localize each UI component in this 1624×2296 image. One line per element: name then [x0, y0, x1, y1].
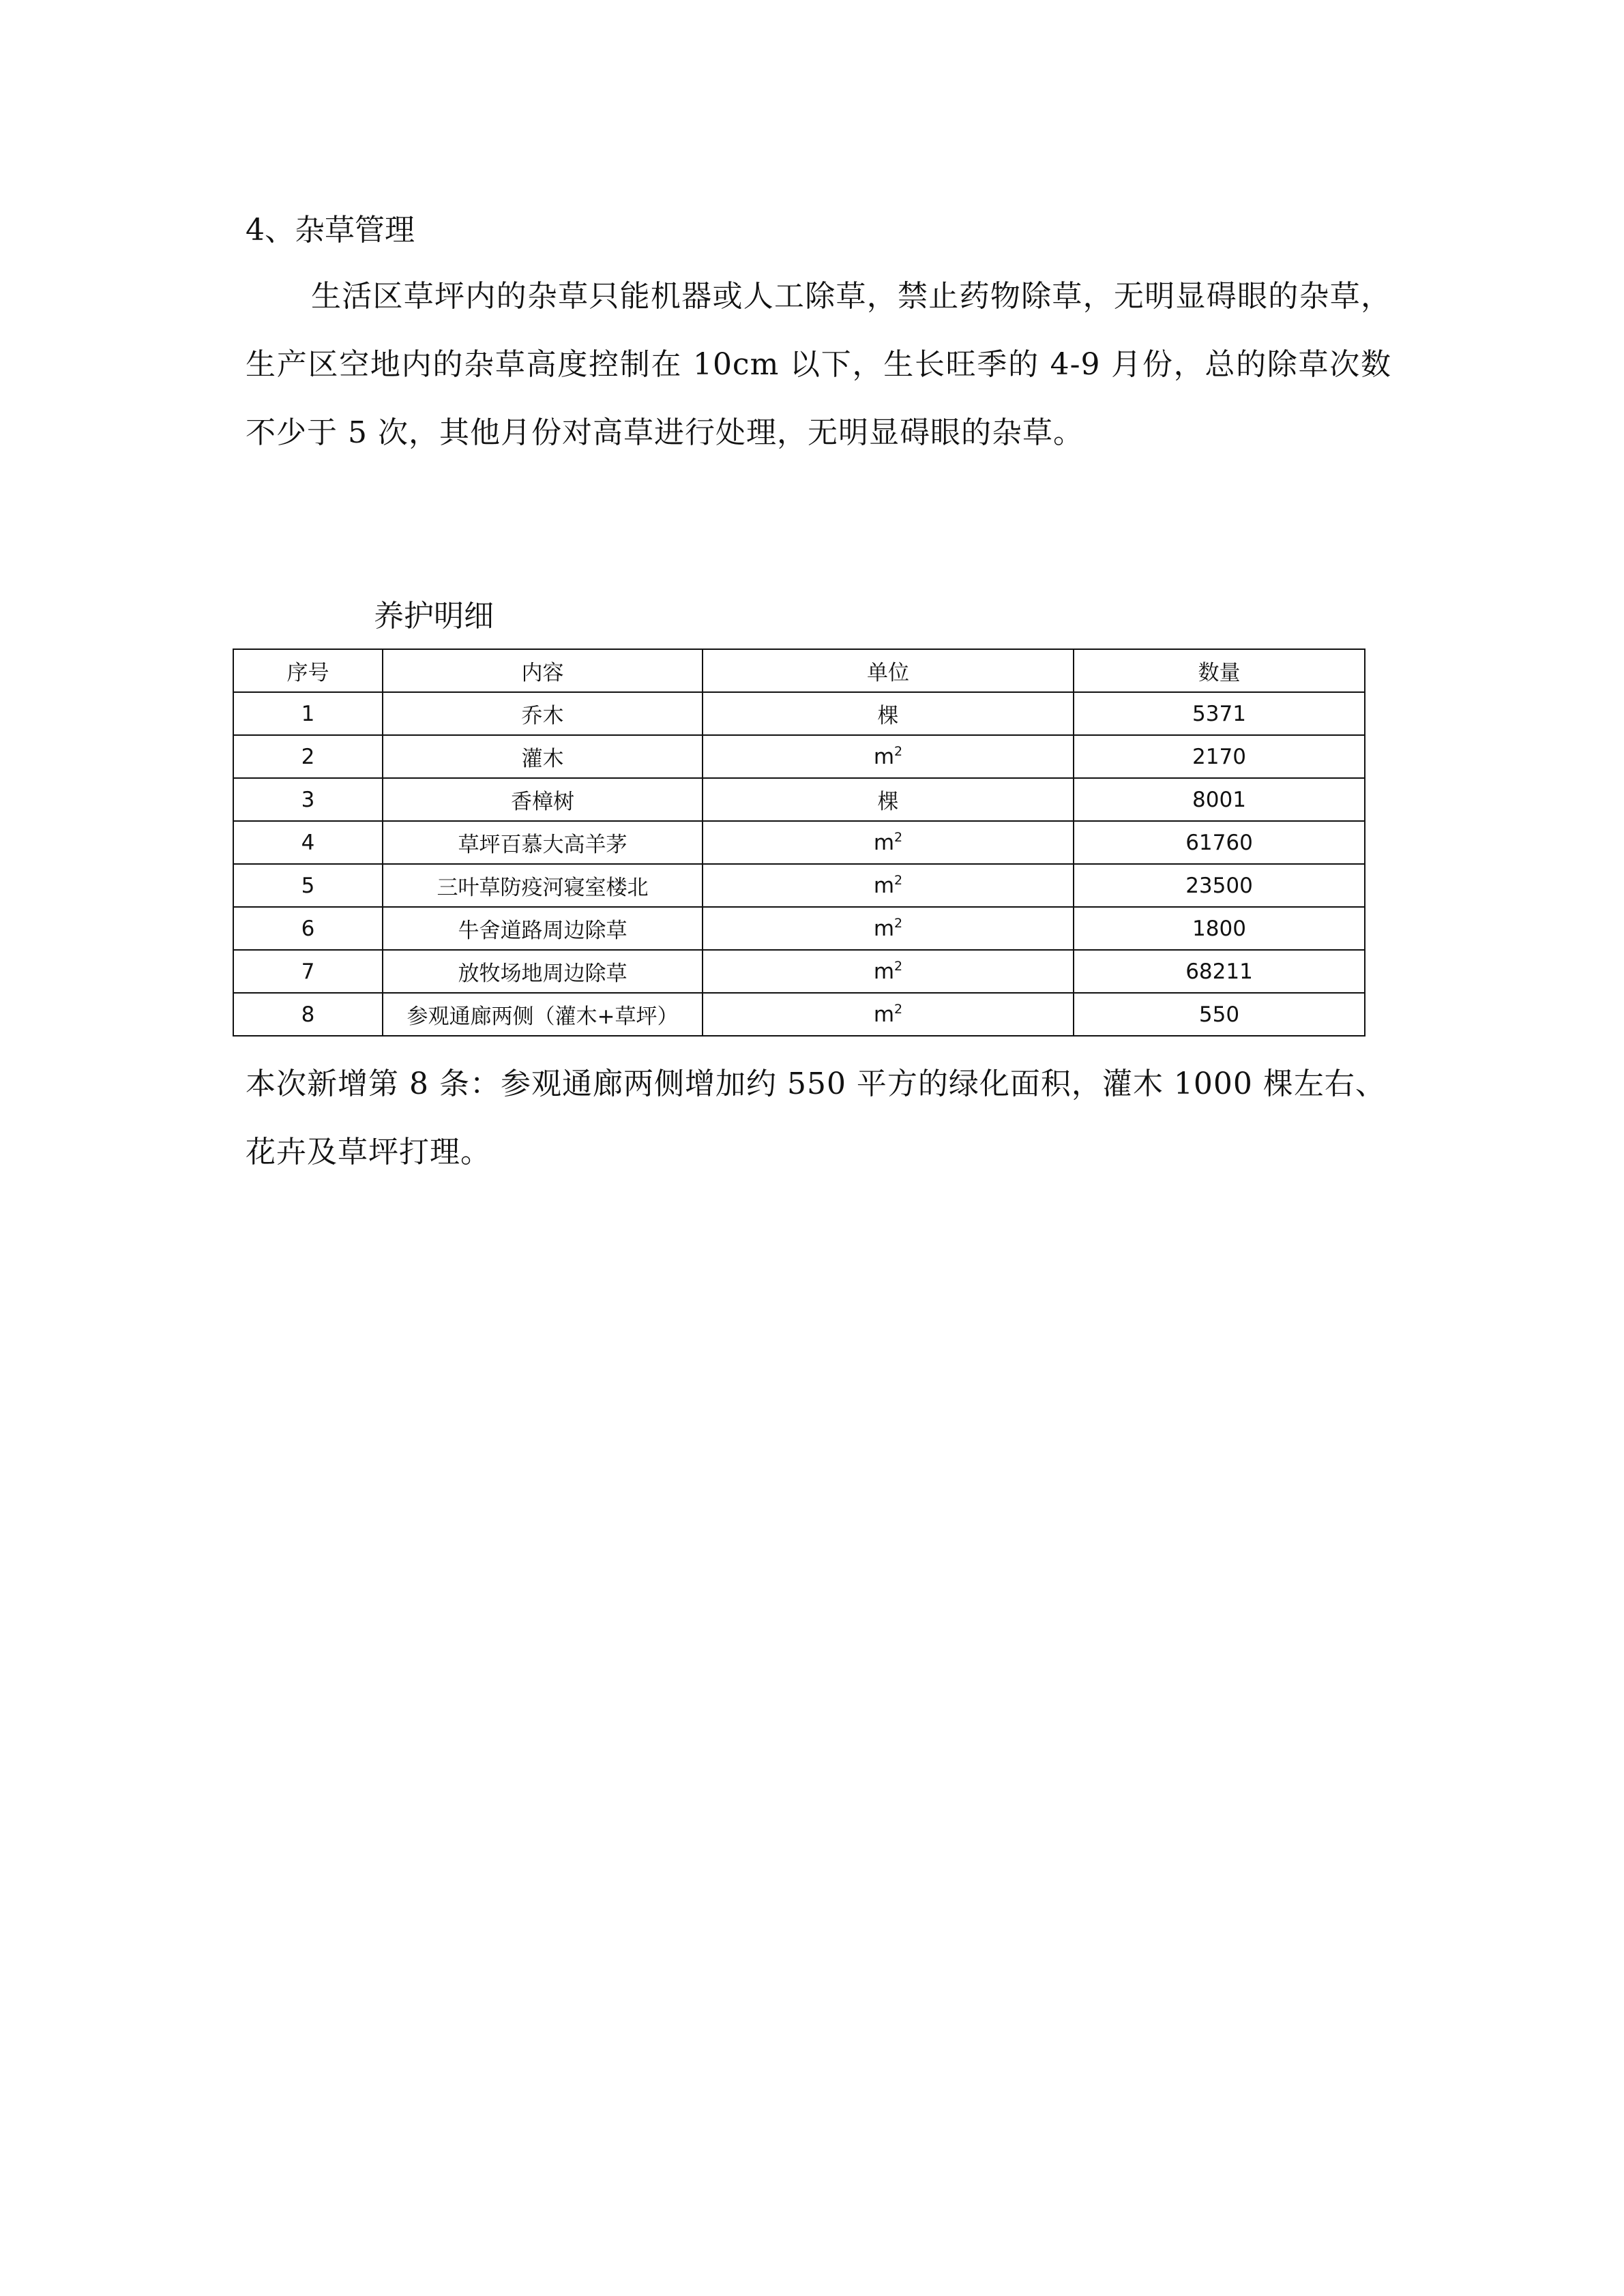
cell-unit: [703, 778, 1074, 821]
unit-text: m: [873, 916, 895, 941]
table-row: [233, 778, 1365, 821]
cell-content: 三叶草防疫河寝室楼北: [383, 864, 703, 907]
table-row: [233, 864, 1365, 907]
cell-content: 灌木: [383, 735, 703, 778]
cell-index: 7: [233, 950, 383, 993]
cell-index: 5: [233, 864, 383, 907]
table-row: [233, 993, 1365, 1036]
unit-text: m: [873, 744, 895, 769]
table-header-row: [233, 649, 1365, 692]
cell-quantity: 8001: [1074, 778, 1365, 821]
unit-text: m: [873, 873, 895, 898]
unit-text: 棵: [877, 790, 899, 814]
header-content: 内容: [383, 649, 703, 692]
header-quantity: 数量: [1074, 649, 1365, 692]
cell-content: 放牧场地周边除草: [383, 950, 703, 993]
unit-superscript: 2: [894, 829, 903, 845]
new-item-note: 本次新增第 8 条：参观通廊两侧增加约 550 平方的绿化面积，灌木 1000 棵左右、花卉及草坪打理。: [246, 1067, 1386, 1169]
cell-index: 6: [233, 907, 383, 950]
cell-unit: [703, 907, 1074, 950]
unit-superscript: 2: [894, 1001, 903, 1017]
cell-unit: [703, 735, 1074, 778]
cell-index: 1: [233, 692, 383, 735]
cell-index: 8: [233, 993, 383, 1036]
unit-text: 棵: [877, 704, 899, 728]
cell-content: 参观通廊两侧（灌木+草坪）: [383, 993, 703, 1036]
unit-text: m: [873, 830, 895, 855]
cell-index: 3: [233, 778, 383, 821]
cell-quantity: 61760: [1074, 821, 1365, 864]
cell-content: 牛舍道路周边除草: [383, 907, 703, 950]
cell-unit: [703, 821, 1074, 864]
table-caption: 养护明细: [374, 599, 494, 633]
header-unit: 单位: [703, 649, 1074, 692]
unit-superscript: 2: [894, 915, 903, 931]
cell-index: 2: [233, 735, 383, 778]
cell-quantity: 550: [1074, 993, 1365, 1036]
weed-management-paragraph: 生活区草坪内的杂草只能机器或人工除草，禁止药物除草，无明显碍眼的杂草，生产区空地内的杂草高度控制在 10cm 以下，生长旺季的 4-9 月份，总的除草次数不少于 5 次，其他月份对高草进行处理，无明显碍眼的杂草。: [246, 279, 1391, 450]
section-heading: 4、杂草管理: [246, 213, 415, 248]
table-row: [233, 735, 1365, 778]
cell-content: 香樟树: [383, 778, 703, 821]
header-index: 序号: [233, 649, 383, 692]
cell-unit: [703, 950, 1074, 993]
cell-quantity: 5371: [1074, 692, 1365, 735]
cell-unit: [703, 993, 1074, 1036]
table-row: [233, 821, 1365, 864]
cell-quantity: 2170: [1074, 735, 1365, 778]
table-row: [233, 692, 1365, 735]
cell-quantity: 68211: [1074, 950, 1365, 993]
cell-index: 4: [233, 821, 383, 864]
unit-text: m: [873, 1002, 895, 1027]
maintenance-detail-table: [233, 648, 1365, 1037]
table-row: [233, 950, 1365, 993]
cell-unit: [703, 864, 1074, 907]
cell-unit: [703, 692, 1074, 735]
cell-quantity: 1800: [1074, 907, 1365, 950]
cell-quantity: 23500: [1074, 864, 1365, 907]
unit-superscript: 2: [894, 958, 903, 974]
unit-superscript: 2: [894, 872, 903, 888]
cell-content: 乔木: [383, 692, 703, 735]
unit-superscript: 2: [894, 743, 903, 759]
table-row: [233, 907, 1365, 950]
unit-text: m: [873, 959, 895, 984]
cell-content: 草坪百慕大高羊茅: [383, 821, 703, 864]
